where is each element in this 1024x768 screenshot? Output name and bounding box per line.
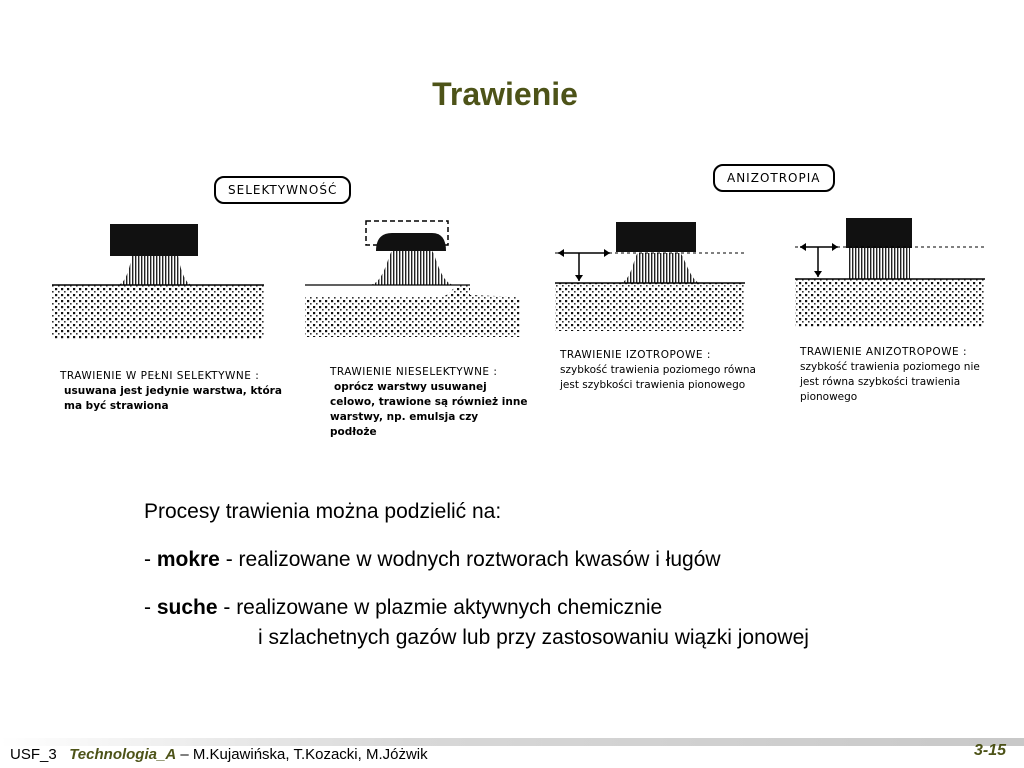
caption-heading: TRAWIENIE IZOTROPOWE :: [560, 349, 711, 361]
caption-selective: [60, 369, 290, 414]
item-term: suche: [156, 596, 218, 619]
caption-line: szybkość trawienia poziomego nie: [800, 361, 980, 373]
item-text: - realizowane w wodnych roztworach kwasów i ługów: [219, 548, 721, 571]
panel-selective-diagram: [52, 224, 264, 339]
caption-anisotropic: [800, 345, 1000, 405]
item-dash: -: [144, 548, 157, 571]
footer-authors: – M.Kujawińska, T.Kozacki, M.Jóżwik: [176, 746, 428, 763]
selectivity-label: SELEKTYWNOŚĆ: [214, 176, 351, 204]
caption-line: pionowego: [800, 391, 858, 403]
panel-isotropic-diagram: [555, 222, 745, 331]
caption-line: jest szybkości trawienia pionowego: [560, 379, 746, 391]
intro-text: Procesy trawienia można podzielić na:: [144, 500, 502, 523]
item-continuation: i szlachetnych gazów lub przy zastosowaniu wiązki jonowej: [258, 626, 809, 649]
panel-anisotropic-diagram: [795, 218, 985, 327]
caption-line: podłoże: [330, 426, 377, 438]
list-item-dry: [144, 593, 809, 653]
caption-heading: TRAWIENIE ANIZOTROPOWE :: [800, 346, 967, 358]
caption-line: jest równa szybkości trawienia: [800, 376, 961, 388]
anisotropy-label: ANIZOTROPIA: [713, 164, 835, 192]
footer-divider: [0, 738, 1024, 746]
item-term: mokre: [156, 548, 220, 571]
footer-code: USF_3: [10, 746, 57, 763]
caption-heading: TRAWIENIE W PEŁNI SELEKTYWNE :: [60, 370, 260, 382]
item-dash: -: [144, 596, 157, 619]
caption-isotropic: [560, 348, 780, 393]
item-text: - realizowane w plazmie aktywnych chemicznie: [217, 596, 663, 619]
caption-line: oprócz warstwy usuwanej: [334, 381, 487, 393]
slide-title: Trawienie: [432, 76, 578, 112]
list-item-wet: [144, 545, 809, 575]
slide-body: [144, 497, 809, 653]
caption-heading: TRAWIENIE NIESELEKTYWNE :: [330, 366, 498, 378]
footer: [10, 746, 428, 763]
caption-line: szybkość trawienia poziomego równa: [560, 364, 756, 376]
caption-line: celowo, trawione są również inne: [330, 396, 528, 408]
page-number: 3-15: [973, 742, 1006, 759]
caption-line: ma być strawiona: [64, 400, 169, 412]
caption-line: usuwana jest jedynie warstwa, która: [64, 385, 282, 397]
footer-course: Technologia_A: [69, 746, 177, 763]
caption-line: warstwy, np. emulsja czy: [330, 411, 479, 423]
caption-nonselective: [330, 365, 540, 440]
panel-nonselective-diagram: [305, 221, 520, 337]
